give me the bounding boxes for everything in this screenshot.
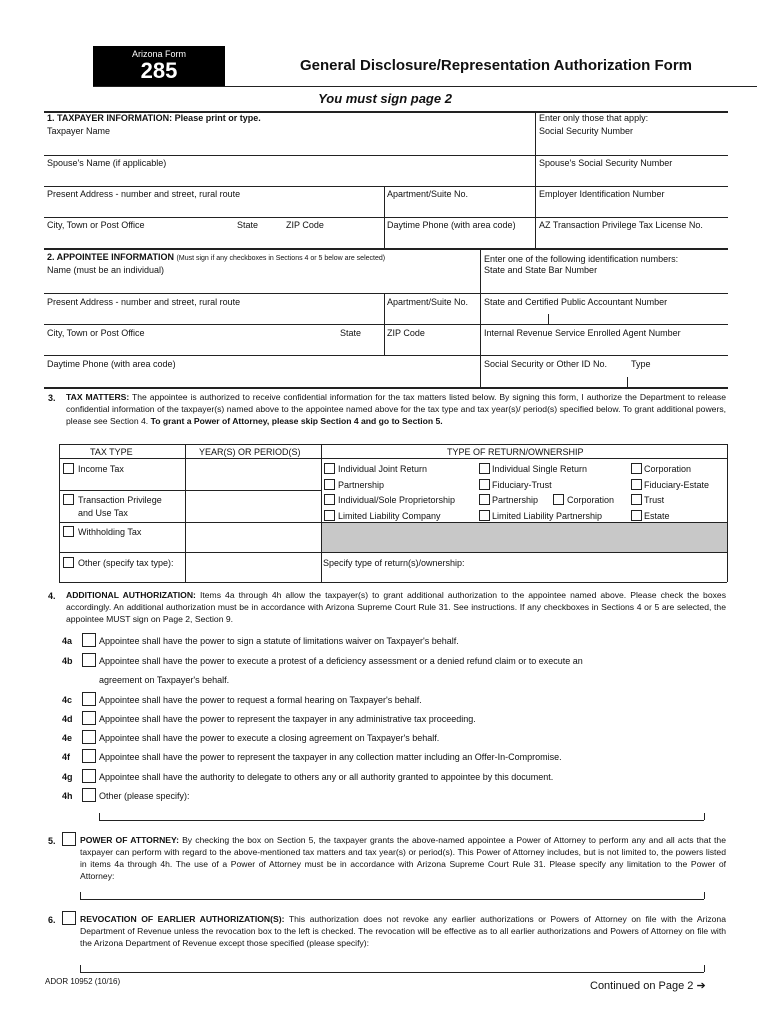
rule [185,444,186,582]
taxpayer-name-label: Taxpayer Name [47,126,111,136]
id-type-field[interactable] [631,370,727,386]
ein-field[interactable] [539,199,727,216]
state-field[interactable] [237,230,283,247]
item-4a-text: Appointee shall have the power to sign a statute of limitations waiver on Taxpayer's behalf. [99,636,459,646]
state-label: State [237,220,259,230]
trust-label: Trust [644,495,665,505]
appointee-apt-field[interactable] [387,307,477,323]
arrow-right-icon: ➔ [696,980,706,992]
irs-agent-field[interactable] [484,338,727,354]
item-4a-checkbox[interactable] [82,633,96,647]
rule [535,111,536,248]
sole-prop-checkbox[interactable] [324,494,335,505]
table-top [59,444,727,445]
cpa-number-label: State and Certified Public Accountant Number [484,297,668,307]
appointee-city-field[interactable] [47,338,337,354]
tpt-label-line2: and Use Tax [78,508,128,518]
rule [59,458,727,459]
section5-text: By checking the box on Section 5, the taxpayer grants the above-named appointee a Power of Attorney to perform any and all acts that the taxpayer can perform with regard to the above-mentioned tax matters and tax year(s) or period(s). This Power of Attorney includes, but is not limited to, the powers listed in items 4a through 4h. The use of a Power of Attorney must be in accordance with Arizona Supreme Court Rule 31. Please specify any limitation to the Power of Attorney: [80,835,726,881]
appointee-name-field[interactable] [47,276,477,292]
specify-line [80,899,704,900]
partnership-label: Partnership [338,480,385,490]
spouse-name-field[interactable] [47,168,533,185]
estate-label: Estate [644,511,670,521]
apt-label: Apartment/Suite No. [387,189,469,199]
rule [44,186,728,187]
tick [704,892,705,899]
continued-text: Continued on Page 2 [590,980,694,992]
enter-one-note: Enter one of the following identification numbers: [484,254,679,264]
section5-heading: POWER OF ATTORNEY: [80,835,179,845]
power-of-attorney-checkbox[interactable] [62,832,76,846]
other-years-field[interactable] [187,554,320,581]
corporation-checkbox[interactable] [631,463,642,474]
section3-text: The appointee is authorized to receive confidential information for the tax matters listed below. By signing this form, I authorize the Department to release confidential information of the taxpayer(s) named above to the appointee named above for the tax type and tax year(s)/ period(s) specified below. To grant additional powers, please see Section 4. [66,392,726,426]
item-4e-checkbox[interactable] [82,730,96,744]
rule [480,248,481,387]
gray-cell [321,523,727,552]
section4-num: 4. [48,591,56,601]
appointee-phone-field[interactable] [47,370,477,386]
withholding-checkbox[interactable] [63,526,74,537]
section3-top-rule [44,387,728,389]
ssn-label: Social Security Number [539,126,634,136]
section3-heading: TAX MATTERS: [66,392,130,402]
rule [44,355,728,356]
other-tax-checkbox[interactable] [63,557,74,568]
address-field[interactable] [47,199,383,216]
fiduciary-estate-checkbox[interactable] [631,479,642,490]
joint-return-checkbox[interactable] [324,463,335,474]
section6-text: This authorization does not revoke any earlier authorizations or Powers of Attorney on file with the Arizona Department of Revenue unless the revocation box to the left is checked. The revocation will be effective as to all earlier authorizations and Powers of Attorney on file with the Arizona Department of Revenue except those specified (please specify): [80,914,726,948]
enter-only-note: Enter only those that apply: [539,113,649,123]
item-4a-code: 4a [62,636,73,646]
rule [321,444,322,582]
item-4g-checkbox[interactable] [82,769,96,783]
tick [80,965,81,972]
rule [384,293,385,355]
appointee-name-label: Name (must be an individual) [47,265,165,275]
item-4f-checkbox[interactable] [82,749,96,763]
item-4d-text: Appointee shall have the power to represent the taxpayer in any administrative tax proceeding. [99,714,476,724]
section2-top-rule [44,248,728,250]
fiduciary-trust-checkbox[interactable] [479,479,490,490]
tpt-license-field[interactable] [539,230,727,247]
llp-label: Limited Liability Partnership [492,511,603,521]
tick [627,377,628,387]
rule [59,582,727,583]
llc-label: Limited Liability Company [338,511,441,521]
fiduciary-estate-label: Fiduciary-Estate [644,480,710,490]
llc-checkbox[interactable] [324,510,335,521]
item-4h-checkbox[interactable] [82,788,96,802]
city-label: City, Town or Post Office [47,220,145,230]
tpt-label-line1: Transaction Privilege [78,495,162,505]
rule [59,552,727,553]
item-4b-text: Appointee shall have the power to execute a protest of a deficiency assessment or a denied refund claim or to execute an [99,656,583,666]
single-return-label: Individual Single Return [492,464,588,474]
tpt-license-label: AZ Transaction Privilege Tax License No. [539,220,703,230]
form-number-box [93,46,225,86]
sign-notice: You must sign page 2 [318,91,452,106]
item-4h-specify-field[interactable] [99,806,703,820]
form-label: Arizona Form [131,49,186,59]
trust-checkbox[interactable] [631,494,642,505]
taxpayer-name-field[interactable] [47,136,533,154]
tick [548,314,549,324]
rule [727,444,728,582]
other-id-label: Social Security or Other ID No. [484,359,608,369]
appointee-zip-label: ZIP Code [387,328,425,338]
corporation-label: Corporation [644,464,692,474]
item-4e-text: Appointee shall have the power to execute a closing agreement on Taxpayer's behalf. [99,733,440,743]
estate-checkbox[interactable] [631,510,642,521]
appointee-zip-field[interactable] [387,338,477,354]
sole-prop-label: Individual/Sole Proprietorship [338,495,456,505]
section2-heading: 2. APPOINTEE INFORMATION [47,252,175,262]
appointee-state-label: State [340,328,362,338]
form-number: 285 [140,58,178,83]
appointee-apt-label: Apartment/Suite No. [387,297,469,307]
item-4d-code: 4d [62,714,73,724]
item-4d-checkbox[interactable] [82,711,96,725]
apt-field[interactable] [387,199,533,216]
appointee-city-label: City, Town or Post Office [47,328,145,338]
item-4h-text: Other (please specify): [99,791,190,801]
form-id: ADOR 10952 (10/16) [45,977,121,986]
income-tax-label: Income Tax [78,464,124,474]
col-years: YEAR(S) OR PERIOD(S) [199,447,301,457]
withholding-years-field[interactable] [187,523,320,551]
withholding-label: Withholding Tax [78,527,142,537]
ein-label: Employer Identification Number [539,189,665,199]
tick [704,813,705,820]
section6-heading: REVOCATION OF EARLIER AUTHORIZATION(S): [80,914,285,924]
id-type-label: Type [631,359,651,369]
partnership2-label: Partnership [492,495,539,505]
section6-num: 6. [48,915,56,925]
city-field[interactable] [47,230,233,247]
continued-note [590,979,706,992]
col-tax-type: TAX TYPE [90,447,133,457]
item-4b-checkbox[interactable] [82,653,96,667]
item-4e-code: 4e [62,733,73,743]
rule [59,490,321,491]
spouse-ssn-label: Spouse's Social Security Number [539,158,673,168]
item-4c-text: Appointee shall have the power to request a formal hearing on Taxpayer's behalf. [99,695,422,705]
llp-checkbox[interactable] [479,510,490,521]
zip-label: ZIP Code [286,220,324,230]
section4-heading: ADDITIONAL AUTHORIZATION: [66,590,196,600]
revocation-specify-field[interactable] [80,958,704,972]
item-4c-code: 4c [62,695,73,705]
appointee-address-label: Present Address - number and street, rural route [47,297,241,307]
rule [44,324,728,325]
item-4g-code: 4g [62,772,73,782]
other-tax-label: Other (specify tax type): [78,558,174,568]
tick [80,892,81,899]
item-4b-code: 4b [62,656,73,666]
corporation2-checkbox[interactable] [553,494,564,505]
specify-return-label: Specify type of return(s)/ownership: [323,558,465,568]
spouse-name-label: Spouse's Name (if applicable) [47,158,167,168]
irs-agent-label: Internal Revenue Service Enrolled Agent Number [484,328,681,338]
item-4b-continuation: agreement on Taxpayer's behalf. [99,675,230,685]
section5-num: 5. [48,836,56,846]
item-4g-text: Appointee shall have the authority to delegate to others any or all authority granted to appointee by this document. [99,772,554,782]
rule [44,293,728,294]
section1-heading: 1. TAXPAYER INFORMATION: Please print or type. [47,113,261,123]
rule [44,155,728,156]
col-return: TYPE OF RETURN/OWNERSHIP [447,447,584,457]
tpt-years-field[interactable] [187,492,320,520]
partnership-checkbox[interactable] [324,479,335,490]
section3-bold-text: To grant a Power of Attorney, please skip Section 4 and go to Section 5. [150,416,443,426]
page-title: General Disclosure/Representation Authorization Form [299,57,692,74]
item-4f-text: Appointee shall have the power to represent the taxpayer in any collection matter including an Offer-In-Compromise. [99,752,562,762]
spouse-ssn-field[interactable] [539,168,727,185]
corporation2-label: Corporation [567,495,615,505]
bar-number-field[interactable] [484,276,727,292]
cpa-number-field[interactable] [484,307,727,323]
item-4f-code: 4f [62,752,71,762]
income-tax-checkbox[interactable] [63,463,74,474]
phone-field[interactable] [387,230,533,247]
section6-paragraph [80,913,726,949]
ssn-field[interactable] [539,136,727,154]
tick [99,813,100,820]
appointee-state-field[interactable] [340,338,383,354]
appointee-address-field[interactable] [47,307,383,323]
other-id-field[interactable] [484,370,624,386]
poa-limitation-field[interactable] [80,885,704,899]
specify-line [99,820,704,821]
item-4h-code: 4h [62,791,73,801]
partnership2-checkbox[interactable] [479,494,490,505]
address-label: Present Address - number and street, rural route [47,189,241,199]
single-return-checkbox[interactable] [479,463,490,474]
section3-num: 3. [48,393,56,403]
tpt-checkbox[interactable] [63,494,74,505]
header-rule [93,86,757,87]
income-tax-years-field[interactable] [187,461,320,489]
phone-label: Daytime Phone (with area code) [387,220,516,230]
appointee-phone-label: Daytime Phone (with area code) [47,359,176,369]
section4-paragraph [66,589,726,625]
bar-number-label: State and State Bar Number [484,265,598,275]
section3-paragraph [66,391,726,427]
rule [59,444,60,582]
joint-return-label: Individual Joint Return [338,464,428,474]
rule [384,186,385,248]
fiduciary-trust-label: Fiduciary-Trust [492,480,552,490]
revocation-checkbox[interactable] [62,911,76,925]
specify-return-field[interactable] [485,554,725,581]
rule [44,217,728,218]
zip-field[interactable] [286,230,383,247]
specify-line [80,972,704,973]
section2-note: (Must sign if any checkboxes in Sections 4 or 5 below are selected) [176,255,386,262]
section4-text: Items 4a through 4h allow the taxpayer(s) to grant additional authorization to the appointee named above. Please check the boxes accordingly. An additional authorization must be in accordance with Arizona Supreme Court Rule 31. See instructions. If any checkboxes in Sections 4 or 5 are selected, the appointee MUST sign on Page 2, Section 9. [66,590,726,624]
section5-paragraph [80,834,726,882]
item-4c-checkbox[interactable] [82,692,96,706]
tick [704,965,705,972]
